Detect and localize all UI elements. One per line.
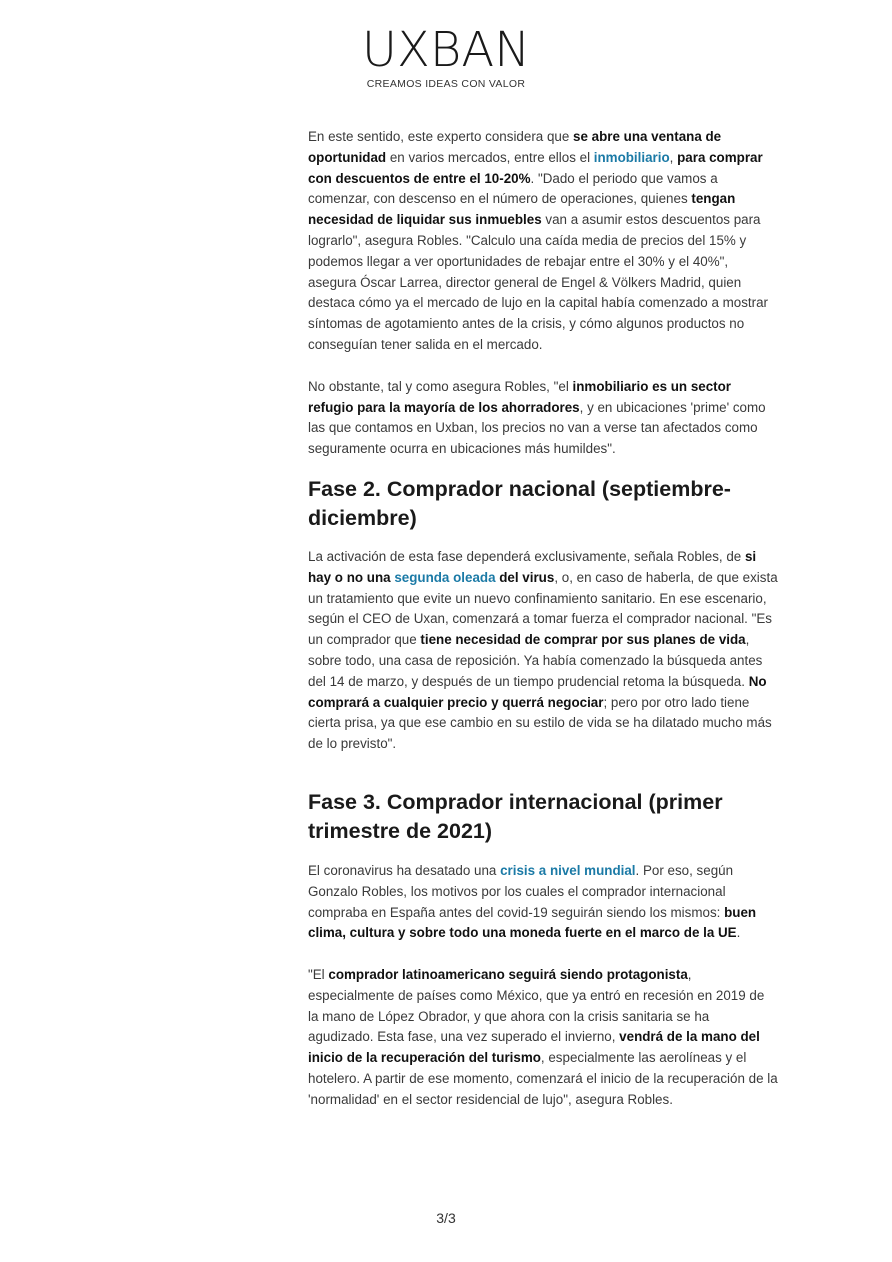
page-number: 3/3 [436, 1210, 456, 1226]
paragraph-fase-3-crisis [308, 861, 778, 944]
text: ; pero por otro lado tiene cierta prisa, ya que ese cambio en su estilo de vida se ha dilatado mucho más de lo previsto". [308, 694, 772, 752]
heading-fase-2: Fase 2. Comprador nacional (septiembre-diciembre) [308, 477, 731, 530]
text: , o, en caso de haberla, de que exista un tratamiento que evite un nuevo confinamiento sanitario. En ese escenario, según el CEO de Uxan, comenzará a tomar fuerza el comprador nacional. "Es un comprador que [308, 569, 778, 648]
bold-text: tiene necesidad de comprar por sus planes de vida [420, 632, 746, 648]
page-header [0, 24, 892, 90]
bold-text: tengan necesidad de liquidar sus inmuebles [308, 191, 736, 228]
bold-text: inmobiliario es un sector refugio para la mayoría de los ahorradores [308, 378, 732, 415]
fase-3-quote-section [308, 965, 778, 1111]
bold-text: para comprar con descuentos de entre el 10-20% [308, 149, 763, 186]
bold-text: se abre una ventana de oportunidad [308, 129, 722, 165]
paragraph-fase-2 [308, 547, 778, 755]
link-segunda-oleada[interactable]: segunda oleada [394, 569, 496, 585]
paragraph-refuge [308, 377, 778, 460]
text: La activación de esta fase dependerá exclusivamente, señala Robles, de [308, 549, 745, 564]
text: , especialmente las aerolíneas y el hotelero. A partir de ese momento, comenzará el inicio de la recuperación de la 'normalidad' en el sector residencial de lujo", asegura Robles. [308, 1050, 778, 1107]
bold-text: No comprará a cualquier precio y querrá negociar [308, 673, 767, 710]
link-inmobiliario[interactable]: inmobiliario [593, 149, 670, 165]
text: . "Dado el periodo que vamos a comenzar, con descenso en el número de operaciones, quienes [308, 170, 718, 207]
fase-2-section [308, 547, 778, 755]
text: , y en ubicaciones 'prime' como las que contamos en Uxban, los precios no van a verse tan afectados como seguramente ocurra en ubicaciones más humildes". [308, 399, 766, 457]
bold-text: si hay o no una [308, 549, 757, 585]
text: van a asumir estos descuentos para lograrlo", asegura Robles. "Calculo una caída media de precios del 15% y podemos llegar a ver oportunidades de rebajar entre el 30% y el 40%", asegura Óscar Larrea, director general de Engel & Völkers Madrid, quien destaca cómo ya el mercado de lujo en la capital había comenzado a mostrar síntomas de agotamiento antes de la crisis, y cómo algunos productos no conseguían tener salida en el mercado. [308, 212, 769, 352]
uxban-logo: UXBAN [361, 22, 531, 78]
heading-fase-3: Fase 3. Comprador internacional (primer trimestre de 2021) [308, 790, 723, 843]
fase-3-section [308, 861, 778, 944]
bold-text: vendrá de la mano del inicio de la recuperación del turismo [308, 1029, 760, 1066]
text: . Por eso, según Gonzalo Robles, los motivos por los cuales el comprador internacional compraba en España antes del covid-19 seguirán siendo los mismos: [308, 863, 734, 920]
text: en varios mercados, entre ellos el [386, 149, 594, 165]
text: , sobre todo, una casa de reposición. Ya había comenzado la búsqueda antes del 14 de marzo, y después de un tiempo prudencial retoma la búsqueda. [308, 632, 763, 689]
text: No obstante, tal y como asegura Robles, "el [308, 378, 573, 394]
logo-tagline: CREAMOS IDEAS CON VALOR [366, 78, 526, 90]
bold-text: del virus [495, 569, 555, 585]
text: El coronavirus ha desatado una [308, 863, 501, 878]
paragraph-fase-3-latam [308, 965, 778, 1111]
bold-text: comprador latinoamericano seguirá siendo protagonista [328, 967, 688, 982]
text: En este sentido, este experto considera que [308, 129, 574, 144]
text: , especialmente de países como México, que ya entró en recesión en 2019 de la mano de López Obrador, y que ahora con la crisis sanitaria se ha agudizado. Esta fase, una vez superado el invierno, [308, 967, 765, 1045]
text: . [736, 925, 741, 941]
text: "El [308, 967, 329, 982]
paragraph-opportunity [308, 127, 778, 356]
bold-text: buen clima, cultura y sobre todo una moneda fuerte en el marco de la UE [308, 904, 757, 941]
text: , [669, 149, 678, 165]
link-crisis-mundial[interactable]: crisis a nivel mundial [500, 863, 636, 878]
intro-section [308, 127, 778, 460]
